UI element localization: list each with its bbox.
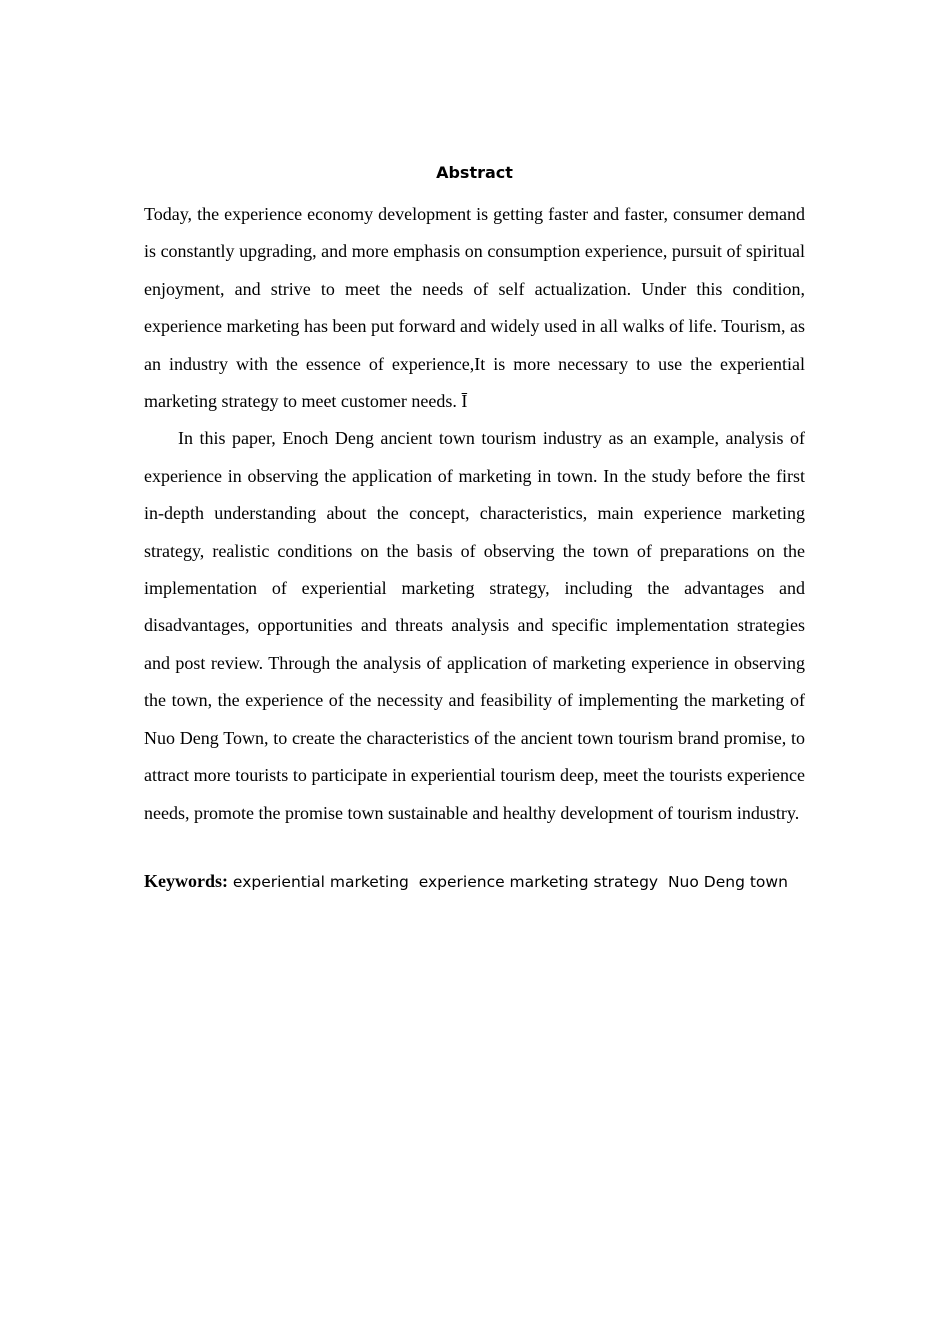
- document-page: [144, 158, 805, 898]
- keywords-label: Keywords:: [144, 870, 228, 891]
- abstract-paragraph-1: Today, the experience economy development is getting faster and faster, consumer demand is constantly upgrading, and more emphasis on consumption experience, pursuit of spiritual enjoyment, and strive to meet the needs of self actualization. Under this condition, experience marketing has been put forward and widely used in all walks of life. Tourism, as an industry with the essence of experience,It is more necessary to use the experiential marketing strategy to meet customer needs. Ī: [144, 204, 805, 412]
- keywords-value: experiential marketing experience marketing strategy Nuo Deng town: [228, 872, 788, 891]
- abstract-paragraph-2: In this paper, Enoch Deng ancient town tourism industry as an example, analysis of experience in observing the application of marketing in town. In the study before the first in-depth understanding about the concept, characteristics, main experience marketing strategy, realistic conditions on the basis of observing the town of preparations on the implementation of experiential marketing strategy, including the advantages and disadvantages, opportunities and threats analysis and specific implementation strategies and post review. Through the analysis of application of marketing experience in observing the town, the experience of the necessity and feasibility of implementing the marketing of Nuo Deng Town, to create the characteristics of the ancient town tourism brand promise, to attract more tourists to participate in experiential tourism deep, meet the tourists experience needs, promote the promise town sustainable and healthy development of tourism industry.: [144, 428, 805, 823]
- abstract-title: Abstract: [436, 163, 513, 182]
- keywords-line: [144, 866, 805, 898]
